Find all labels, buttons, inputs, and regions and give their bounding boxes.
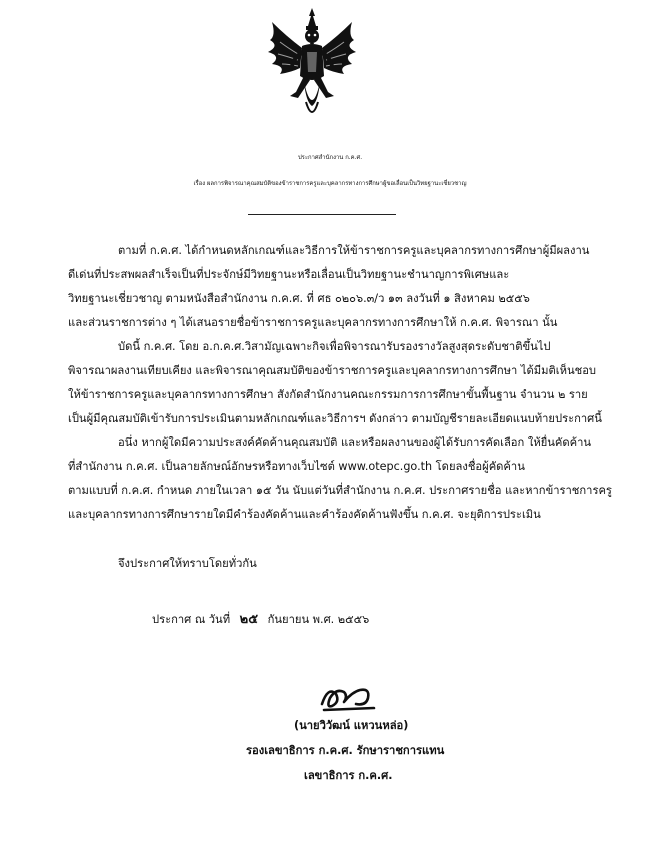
signatory-name: (นายวิวัฒน์ แหวนหล่อ) (294, 719, 409, 732)
issuer-title: ประกาศสำนักงาน ก.ค.ศ. (297, 155, 363, 161)
dateline-prefix: ประกาศ ณ วันที่ (152, 613, 231, 626)
closing-statement: จึงประกาศให้ทราบโดยทั่วกัน (118, 557, 257, 570)
paragraph-1-line: และส่วนราชการต่าง ๆ ได้เสนอรายชื่อข้าราชการครูและบุคลากรทางการศึกษาให้ ก.ค.ศ. พิจารณา นั้น (68, 316, 558, 329)
garuda-emblem-icon (262, 6, 362, 124)
paragraph-2-line: บัดนี้ ก.ค.ศ. โดย อ.ก.ค.ศ.วิสามัญเฉพาะกิจเพื่อพิจารณารับรองรางวัลสูงสุดระดับชาติขึ้นไป (118, 340, 551, 353)
subject-line: เรื่อง ผลการพิจารณาคุณสมบัติของข้าราชการครูและบุคลากรทางการศึกษาผู้ขอเลื่อนเป็นวิทยฐานะเชี่ยวชาญ (193, 181, 467, 187)
paragraph-1-line: ตามที่ ก.ค.ศ. ได้กำหนดหลักเกณฑ์และวิธีการให้ข้าราชการครูและบุคลากรทางการศึกษาผู้มีผลงาน (118, 244, 590, 257)
signatory-position: รองเลขาธิการ ก.ค.ศ. รักษาราชการแทน (246, 744, 445, 757)
dateline (152, 612, 369, 628)
signatory-title: เลขาธิการ ก.ค.ศ. (304, 769, 393, 782)
heading-divider (248, 214, 396, 215)
paragraph-3-line: ที่สำนักงาน ก.ค.ศ. เป็นลายลักษณ์อักษรหรือทางเว็บไซต์ www.otepc.go.th โดยลงชื่อผู้คัดค้าน (68, 460, 525, 473)
paragraph-2-line: เป็นผู้มีคุณสมบัติเข้ารับการประเมินตามหลักเกณฑ์และวิธีการฯ ดังกล่าว ตามบัญชีรายละเอียดแนบท้ายประกาศนี้ (68, 412, 602, 425)
paragraph-1-line: ดีเด่นที่ประสพผลสำเร็จเป็นที่ประจักษ์มีวิทยฐานะหรือเลื่อนเป็นวิทยฐานะชำนาญการพิเศษและ (68, 268, 510, 281)
dateline-month-year: กันยายน พ.ศ. ๒๕๕๖ (267, 613, 370, 626)
paragraph-1-line: วิทยฐานะเชี่ยวชาญ ตามหนังสือสำนักงาน ก.ค.ศ. ที่ ศธ ๐๒๐๖.๓/ว ๑๓ ลงวันที่ ๑ สิงหาคม ๒๕๕๖ (68, 292, 530, 305)
paragraph-3-line: และบุคลากรทางการศึกษารายใดมีคำร้องคัดค้านและคำร้องคัดค้านฟังขึ้น ก.ค.ศ. จะยุติการประเมิน (68, 508, 541, 521)
handwritten-signature (318, 680, 378, 714)
paragraph-3-line: ตามแบบที่ ก.ค.ศ. กำหนด ภายในเวลา ๑๕ วัน นับแต่วันที่สำนักงาน ก.ค.ศ. ประกาศรายชื่อ และหากข้าราชการครู (68, 484, 612, 497)
paragraph-2-line: ให้ข้าราชการครูและบุคลากรทางการศึกษา สังกัดสำนักงานคณะกรรมการการศึกษาขั้นพื้นฐาน จำนวน ๒ ราย (68, 388, 588, 401)
dateline-day: ๒๕ (239, 612, 259, 627)
paragraph-2-line: พิจารณาผลงานเทียบเคียง และพิจารณาคุณสมบัติของข้าราชการครูและบุคลากรทางการศึกษา ได้มีมติเห็นชอบ (68, 364, 597, 377)
paragraph-3-line: อนึ่ง หากผู้ใดมีความประสงค์คัดค้านคุณสมบัติ และหรือผลงานของผู้ได้รับการคัดเลือก ให้ยื่นคัดค้าน (118, 436, 592, 449)
